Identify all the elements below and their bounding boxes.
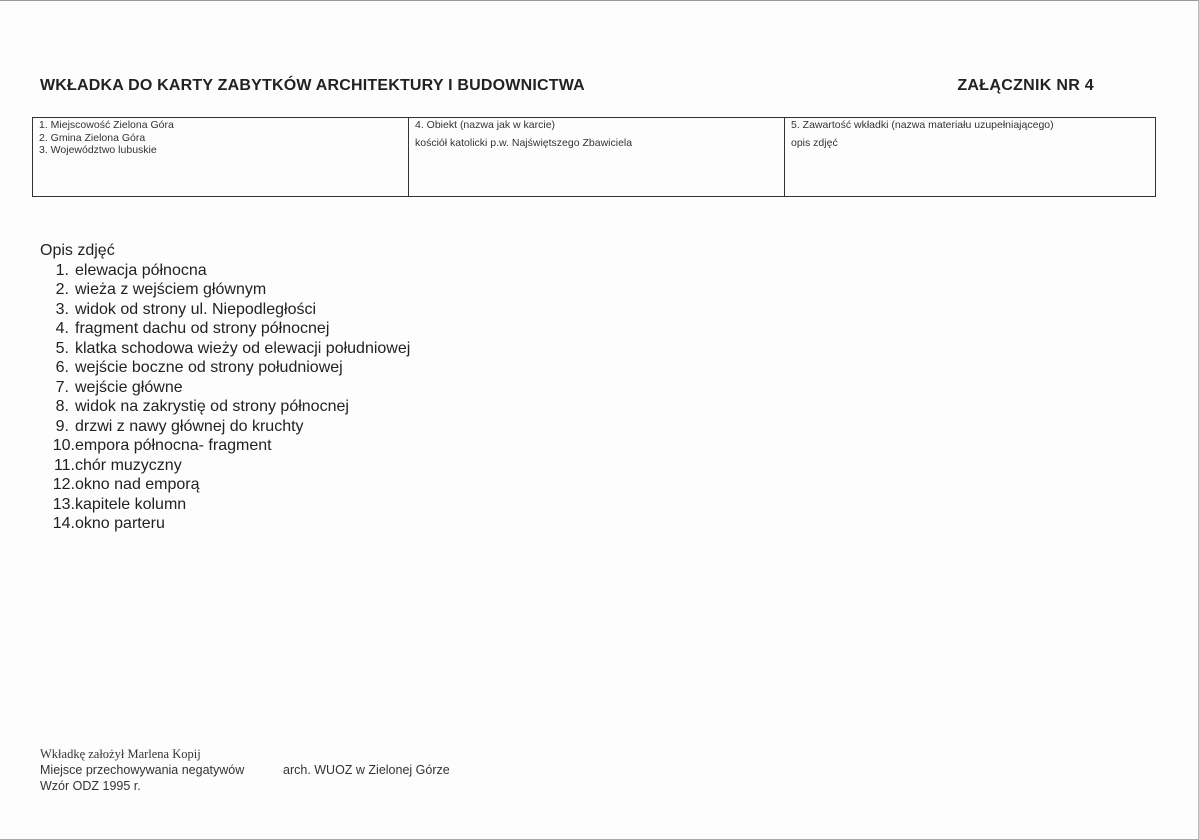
list-item <box>40 280 410 300</box>
template-reference: Wzór ODZ 1995 r. <box>40 779 141 793</box>
photo-description <box>40 241 410 534</box>
contents-cell <box>784 118 1155 196</box>
contents-value: opis zdjęć <box>791 136 838 149</box>
list-item-text: widok na zakrystię od strony północnej <box>75 398 349 415</box>
list-item <box>40 436 410 456</box>
list-item-number: 1. <box>55 261 69 279</box>
list-item-number: 5. <box>55 339 69 357</box>
list-item <box>40 417 410 437</box>
list-item-number: 10. <box>52 437 75 454</box>
list-item <box>40 378 410 398</box>
list-item-text: okno nad emporą <box>75 476 200 493</box>
object-cell <box>408 118 784 196</box>
list-item-number: 13. <box>52 495 75 513</box>
location-voivodeship: 3. Województwo lubuskie <box>39 144 157 156</box>
list-item <box>40 495 410 515</box>
list-item-number: 9. <box>55 417 69 435</box>
list-item-number: 7. <box>55 378 69 396</box>
storage-label: Miejsce przechowywania negatywów <box>40 763 245 777</box>
list-item-number: 2. <box>55 281 69 298</box>
list-item-text: chór muzyczny <box>75 456 182 474</box>
list-item-text: okno parteru <box>75 515 165 532</box>
location-commune: 2. Gmina Zielona Góra <box>39 131 146 144</box>
photo-list <box>40 261 410 534</box>
storage-value: arch. WUOZ w Zielonej Górze <box>283 763 450 777</box>
list-item-number: 3. <box>55 300 69 318</box>
list-item <box>40 339 410 359</box>
list-item-text: wieża z wejściem głównym <box>75 281 267 298</box>
location-town: 1. Miejscowość Zielona Góra <box>39 119 174 131</box>
list-item <box>40 514 410 534</box>
list-item <box>40 358 410 378</box>
list-item-number: 14. <box>52 515 75 532</box>
list-item <box>40 261 410 281</box>
list-item <box>40 475 410 495</box>
list-item-text: wejście główne <box>75 378 183 396</box>
list-item-number: 4. <box>55 320 69 337</box>
list-item-text: fragment dachu od strony północnej <box>75 320 330 337</box>
list-item-number: 11. <box>53 456 75 474</box>
list-item-number: 6. <box>55 359 69 376</box>
location-cell <box>33 118 408 196</box>
list-item <box>40 397 410 417</box>
list-item-text: elewacja północna <box>75 261 207 279</box>
list-item-text: wejście boczne od strony południowej <box>75 359 343 376</box>
footer <box>40 746 450 794</box>
list-item-text: kapitele kolumn <box>75 495 187 513</box>
document-title: WKŁADKA DO KARTY ZABYTKÓW ARCHITEKTURY I BUDOWNICTWA <box>40 77 585 94</box>
list-item-number: 8. <box>55 398 69 415</box>
list-item-text: drzwi z nawy głównej do kruchty <box>75 417 304 435</box>
list-item <box>40 300 410 320</box>
created-by: Wkładkę założył Marlena Kopij <box>40 747 201 761</box>
annex-number: ZAŁĄCZNIK NR 4 <box>957 77 1094 94</box>
info-table <box>32 117 1156 197</box>
list-item-text: klatka schodowa wieży od elewacji południowej <box>75 339 411 357</box>
contents-label: 5. Zawartość wkładki (nazwa materiału uzupełniającego) <box>791 119 1054 131</box>
object-label: 4. Obiekt (nazwa jak w karcie) <box>415 119 556 131</box>
list-item-text: widok od strony ul. Niepodległości <box>75 300 317 318</box>
list-item <box>40 319 410 339</box>
photo-description-heading: Opis zdjęć <box>40 242 115 259</box>
list-item-text: empora północna- fragment <box>75 437 272 454</box>
list-item-number: 12. <box>52 476 75 493</box>
object-value: kościół katolicki p.w. Najświętszego Zbawiciela <box>415 136 633 149</box>
list-item <box>40 456 410 476</box>
